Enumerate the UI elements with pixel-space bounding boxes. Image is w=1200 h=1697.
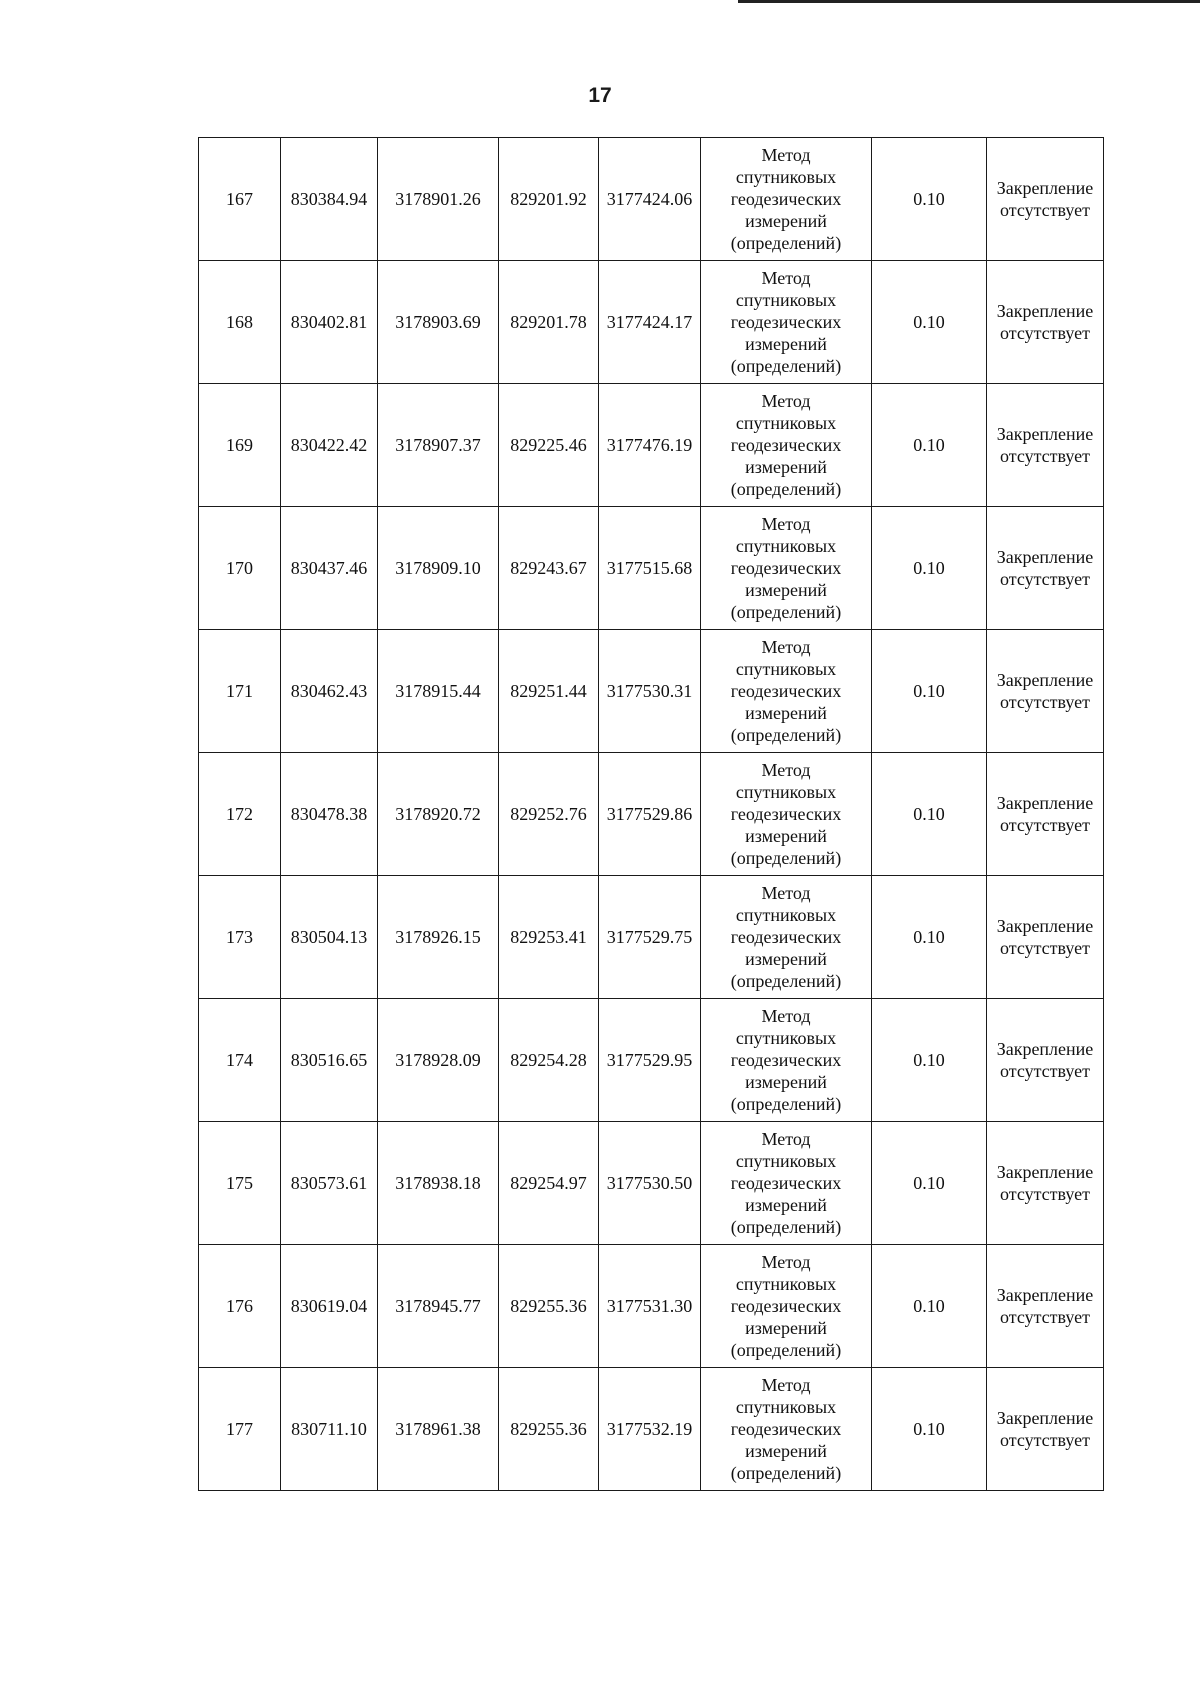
fixation-text-line: отсутствует	[999, 1184, 1091, 1204]
method-text-line: спутниковых	[735, 1151, 837, 1171]
existing-x-cell: 830619.04	[281, 1245, 378, 1368]
new-y-cell: 3177529.95	[599, 999, 701, 1122]
method-text-line: геодезических	[730, 189, 842, 209]
accuracy-cell: 0.10	[872, 630, 987, 753]
method-text-line: измерений	[745, 1072, 827, 1092]
method-text-line: спутниковых	[735, 905, 837, 925]
existing-y-cell: 3178903.69	[378, 261, 499, 384]
existing-x-cell: 830402.81	[281, 261, 378, 384]
new-y-cell: 3177424.06	[599, 138, 701, 261]
method-text-line: измерений	[745, 949, 827, 969]
existing-y-cell: 3178926.15	[378, 876, 499, 999]
fixation-text-line: Закрепление	[996, 793, 1094, 813]
existing-y-cell: 3178961.38	[378, 1368, 499, 1491]
method-text-line: геодезических	[730, 1296, 842, 1316]
method-text-line: (определений)	[730, 725, 842, 745]
existing-y-cell: 3178915.44	[378, 630, 499, 753]
new-y-cell: 3177530.31	[599, 630, 701, 753]
method-text-line: измерений	[745, 826, 827, 846]
method-text-line: спутниковых	[735, 1028, 837, 1048]
fixation-cell	[987, 1122, 1104, 1245]
accuracy-cell: 0.10	[872, 1122, 987, 1245]
fixation-text-line: отсутствует	[999, 200, 1091, 220]
method-text-line: геодезических	[730, 681, 842, 701]
method-text-line: Метод	[761, 883, 811, 903]
method-text-line: измерений	[745, 1441, 827, 1461]
method-text-line: геодезических	[730, 1050, 842, 1070]
fixation-cell	[987, 630, 1104, 753]
table-row	[199, 138, 1104, 261]
fixation-text-line: отсутствует	[999, 692, 1091, 712]
method-text-line: (определений)	[730, 848, 842, 868]
table-row	[199, 384, 1104, 507]
method-text-line: Метод	[761, 1252, 811, 1272]
method-text-line: (определений)	[730, 602, 842, 622]
method-text-line: (определений)	[730, 1463, 842, 1483]
method-cell	[701, 630, 872, 753]
method-text-line: спутниковых	[735, 1397, 837, 1417]
table-row	[199, 261, 1104, 384]
existing-y-cell: 3178920.72	[378, 753, 499, 876]
accuracy-cell: 0.10	[872, 753, 987, 876]
accuracy-cell: 0.10	[872, 999, 987, 1122]
fixation-text-line: отсутствует	[999, 1061, 1091, 1081]
new-x-cell: 829254.97	[499, 1122, 599, 1245]
accuracy-cell: 0.10	[872, 876, 987, 999]
fixation-text-line: отсутствует	[999, 569, 1091, 589]
method-cell	[701, 507, 872, 630]
fixation-text-line: Закрепление	[996, 424, 1094, 444]
method-text-line: (определений)	[730, 971, 842, 991]
fixation-text-line: отсутствует	[999, 938, 1091, 958]
new-x-cell: 829255.36	[499, 1368, 599, 1491]
table-row	[199, 1245, 1104, 1368]
method-text-line: (определений)	[730, 356, 842, 376]
accuracy-cell: 0.10	[872, 1245, 987, 1368]
method-text-line: спутниковых	[735, 413, 837, 433]
method-text-line: измерений	[745, 1318, 827, 1338]
new-x-cell: 829252.76	[499, 753, 599, 876]
method-text-line: Метод	[761, 391, 811, 411]
existing-y-cell: 3178945.77	[378, 1245, 499, 1368]
fixation-text-line: Закрепление	[996, 1162, 1094, 1182]
new-y-cell: 3177532.19	[599, 1368, 701, 1491]
method-text-line: Метод	[761, 637, 811, 657]
method-cell	[701, 1368, 872, 1491]
point-number-cell: 174	[199, 999, 281, 1122]
method-text-line: измерений	[745, 211, 827, 231]
fixation-text-line: Закрепление	[996, 1285, 1094, 1305]
point-number-cell: 168	[199, 261, 281, 384]
accuracy-cell: 0.10	[872, 138, 987, 261]
existing-x-cell: 830478.38	[281, 753, 378, 876]
method-text-line: измерений	[745, 580, 827, 600]
table-row	[199, 876, 1104, 999]
method-text-line: (определений)	[730, 1217, 842, 1237]
method-text-line: измерений	[745, 703, 827, 723]
method-cell	[701, 384, 872, 507]
new-y-cell: 3177424.17	[599, 261, 701, 384]
table-row	[199, 630, 1104, 753]
new-x-cell: 829243.67	[499, 507, 599, 630]
method-text-line: геодезических	[730, 1173, 842, 1193]
method-text-line: измерений	[745, 1195, 827, 1215]
method-cell	[701, 261, 872, 384]
method-cell	[701, 753, 872, 876]
method-text-line: (определений)	[730, 1340, 842, 1360]
method-cell	[701, 999, 872, 1122]
accuracy-cell: 0.10	[872, 1368, 987, 1491]
method-text-line: измерений	[745, 334, 827, 354]
existing-y-cell: 3178928.09	[378, 999, 499, 1122]
table-row	[199, 507, 1104, 630]
table-body	[199, 138, 1104, 1491]
table-row	[199, 1122, 1104, 1245]
point-number-cell: 167	[199, 138, 281, 261]
fixation-text-line: Закрепление	[996, 301, 1094, 321]
new-y-cell: 3177515.68	[599, 507, 701, 630]
fixation-text-line: Закрепление	[996, 178, 1094, 198]
method-cell	[701, 1245, 872, 1368]
method-text-line: спутниковых	[735, 290, 837, 310]
table-row	[199, 999, 1104, 1122]
fixation-cell	[987, 876, 1104, 999]
new-x-cell: 829201.92	[499, 138, 599, 261]
method-text-line: геодезических	[730, 558, 842, 578]
method-text-line: Метод	[761, 145, 811, 165]
point-number-cell: 173	[199, 876, 281, 999]
point-number-cell: 172	[199, 753, 281, 876]
fixation-cell	[987, 753, 1104, 876]
accuracy-cell: 0.10	[872, 261, 987, 384]
method-text-line: (определений)	[730, 1094, 842, 1114]
existing-x-cell: 830384.94	[281, 138, 378, 261]
fixation-text-line: Закрепление	[996, 1039, 1094, 1059]
method-text-line: геодезических	[730, 1419, 842, 1439]
fixation-cell	[987, 261, 1104, 384]
method-text-line: (определений)	[730, 233, 842, 253]
method-text-line: Метод	[761, 514, 811, 534]
fixation-cell	[987, 1245, 1104, 1368]
existing-y-cell: 3178907.37	[378, 384, 499, 507]
method-text-line: геодезических	[730, 312, 842, 332]
method-text-line: спутниковых	[735, 659, 837, 679]
method-text-line: геодезических	[730, 804, 842, 824]
method-text-line: геодезических	[730, 927, 842, 947]
method-cell	[701, 1122, 872, 1245]
existing-x-cell: 830422.42	[281, 384, 378, 507]
fixation-text-line: отсутствует	[999, 323, 1091, 343]
existing-x-cell: 830711.10	[281, 1368, 378, 1491]
existing-x-cell: 830437.46	[281, 507, 378, 630]
fixation-text-line: Закрепление	[996, 916, 1094, 936]
existing-x-cell: 830504.13	[281, 876, 378, 999]
method-text-line: спутниковых	[735, 782, 837, 802]
new-y-cell: 3177529.86	[599, 753, 701, 876]
fixation-text-line: отсутствует	[999, 815, 1091, 835]
new-x-cell: 829251.44	[499, 630, 599, 753]
method-text-line: спутниковых	[735, 167, 837, 187]
fixation-text-line: отсутствует	[999, 1307, 1091, 1327]
method-cell	[701, 876, 872, 999]
fixation-cell	[987, 999, 1104, 1122]
new-y-cell: 3177531.30	[599, 1245, 701, 1368]
point-number-cell: 176	[199, 1245, 281, 1368]
existing-y-cell: 3178938.18	[378, 1122, 499, 1245]
fixation-cell	[987, 138, 1104, 261]
method-text-line: геодезических	[730, 435, 842, 455]
method-text-line: измерений	[745, 457, 827, 477]
fixation-text-line: отсутствует	[999, 446, 1091, 466]
fixation-cell	[987, 384, 1104, 507]
page-number: 17	[588, 84, 612, 107]
fixation-cell	[987, 1368, 1104, 1491]
point-number-cell: 170	[199, 507, 281, 630]
method-text-line: Метод	[761, 1375, 811, 1395]
new-x-cell: 829225.46	[499, 384, 599, 507]
point-number-cell: 175	[199, 1122, 281, 1245]
existing-x-cell: 830573.61	[281, 1122, 378, 1245]
method-text-line: спутниковых	[735, 536, 837, 556]
method-text-line: Метод	[761, 268, 811, 288]
fixation-text-line: Закрепление	[996, 670, 1094, 690]
fixation-text-line: отсутствует	[999, 1430, 1091, 1450]
new-x-cell: 829201.78	[499, 261, 599, 384]
method-text-line: Метод	[761, 760, 811, 780]
point-number-cell: 177	[199, 1368, 281, 1491]
accuracy-cell: 0.10	[872, 384, 987, 507]
new-y-cell: 3177476.19	[599, 384, 701, 507]
method-cell	[701, 138, 872, 261]
table-row	[199, 1368, 1104, 1491]
point-number-cell: 169	[199, 384, 281, 507]
new-x-cell: 829254.28	[499, 999, 599, 1122]
new-y-cell: 3177529.75	[599, 876, 701, 999]
point-number-cell: 171	[199, 630, 281, 753]
existing-x-cell: 830516.65	[281, 999, 378, 1122]
header-rule	[738, 0, 1200, 3]
new-y-cell: 3177530.50	[599, 1122, 701, 1245]
fixation-cell	[987, 507, 1104, 630]
method-text-line: спутниковых	[735, 1274, 837, 1294]
existing-x-cell: 830462.43	[281, 630, 378, 753]
coordinates-table	[198, 137, 1104, 1491]
fixation-text-line: Закрепление	[996, 547, 1094, 567]
existing-y-cell: 3178909.10	[378, 507, 499, 630]
method-text-line: Метод	[761, 1006, 811, 1026]
method-text-line: Метод	[761, 1129, 811, 1149]
new-x-cell: 829253.41	[499, 876, 599, 999]
method-text-line: (определений)	[730, 479, 842, 499]
new-x-cell: 829255.36	[499, 1245, 599, 1368]
accuracy-cell: 0.10	[872, 507, 987, 630]
existing-y-cell: 3178901.26	[378, 138, 499, 261]
fixation-text-line: Закрепление	[996, 1408, 1094, 1428]
table-row	[199, 753, 1104, 876]
